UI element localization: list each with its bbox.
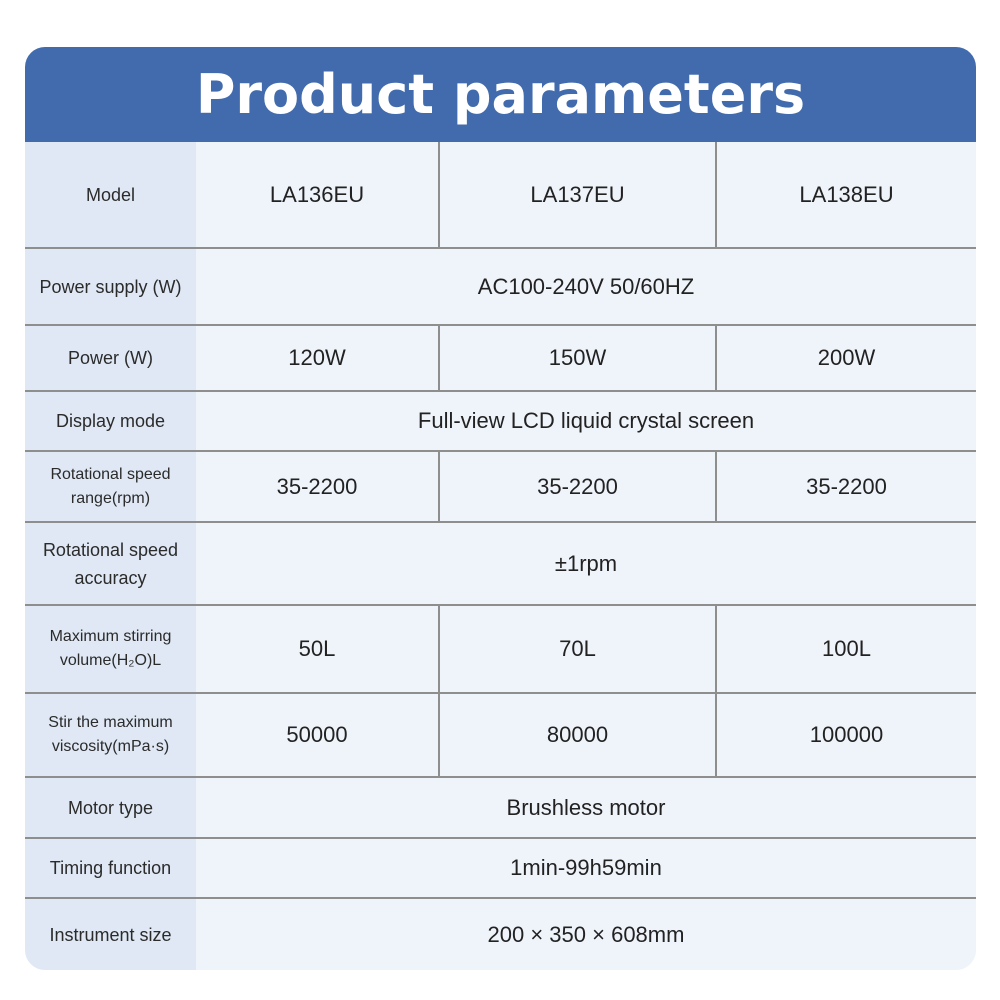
row-label: Stir the maximum viscosity(mPa·s): [25, 693, 196, 777]
cell-value: LA138EU: [716, 142, 976, 248]
cell-value: 35-2200: [196, 451, 439, 522]
table-row: [25, 693, 976, 777]
table-row: [25, 777, 976, 838]
table-row: [25, 248, 976, 325]
cell-value: Brushless motor: [196, 777, 976, 838]
parameters-table: [25, 142, 976, 970]
row-label: Display mode: [25, 391, 196, 451]
cell-value: 100000: [716, 693, 976, 777]
cell-value: 70L: [439, 605, 716, 693]
row-label: Rotational speed range(rpm): [25, 451, 196, 522]
row-label: Maximum stirring volume(H₂O)L: [25, 605, 196, 693]
table-row: [25, 451, 976, 522]
table-row: [25, 838, 976, 898]
table-row: [25, 142, 976, 248]
cell-value: 150W: [439, 325, 716, 391]
row-label: Power supply (W): [25, 248, 196, 325]
row-label: Timing function: [25, 838, 196, 898]
cell-value: 200 × 350 × 608mm: [196, 898, 976, 970]
cell-value: 35-2200: [439, 451, 716, 522]
row-label: Rotational speed accuracy: [25, 522, 196, 605]
row-label: Instrument size: [25, 898, 196, 970]
row-label: Motor type: [25, 777, 196, 838]
page-title: Product parameters: [25, 47, 976, 142]
cell-value: AC100-240V 50/60HZ: [196, 248, 976, 325]
table-row: [25, 325, 976, 391]
cell-value: 35-2200: [716, 451, 976, 522]
cell-value: 120W: [196, 325, 439, 391]
cell-value: 50L: [196, 605, 439, 693]
table-row: [25, 898, 976, 970]
cell-value: 100L: [716, 605, 976, 693]
cell-value: LA136EU: [196, 142, 439, 248]
cell-value: 200W: [716, 325, 976, 391]
cell-value: ±1rpm: [196, 522, 976, 605]
row-label: Power (W): [25, 325, 196, 391]
cell-value: 80000: [439, 693, 716, 777]
cell-value: 50000: [196, 693, 439, 777]
table-row: [25, 391, 976, 451]
cell-value: 1min-99h59min: [196, 838, 976, 898]
row-label: Model: [25, 142, 196, 248]
table-row: [25, 522, 976, 605]
table-row: [25, 605, 976, 693]
parameters-card: [25, 47, 976, 970]
cell-value: Full-view LCD liquid crystal screen: [196, 391, 976, 451]
cell-value: LA137EU: [439, 142, 716, 248]
